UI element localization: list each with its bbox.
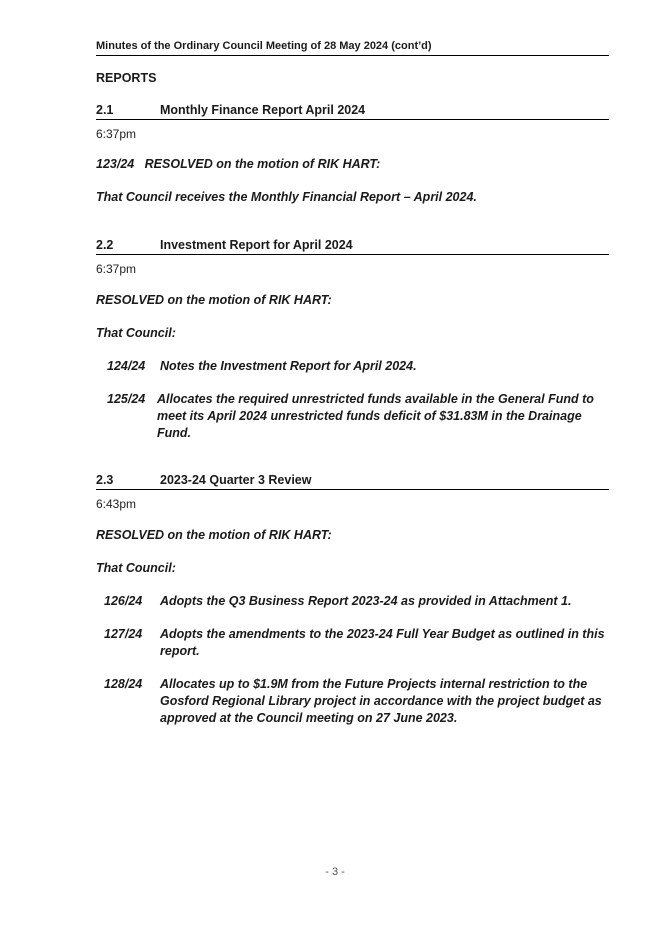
item-number: 128/24 [104, 677, 143, 691]
resolved-text: RESOLVED on the motion of RIK HART: [144, 157, 381, 171]
section-2-1-resolution [96, 156, 609, 173]
section-title: Investment Report for April 2024 [160, 238, 353, 252]
running-header: Minutes of the Ordinary Council Meeting of 28 May 2024 (cont’d) [96, 40, 609, 56]
item-number: 127/24 [104, 627, 143, 641]
section-2-2-heading [96, 238, 609, 255]
section-2-1-time: 6:37pm [96, 127, 137, 141]
resolution-item [104, 593, 609, 610]
item-number: 124/24 [107, 359, 146, 373]
section-2-2-resolved: RESOLVED on the motion of RIK HART: [96, 293, 332, 307]
item-number: 126/24 [104, 594, 143, 608]
resolution-item [107, 358, 609, 375]
section-2-1-heading [96, 103, 609, 120]
page-number: - 3 - [325, 866, 345, 878]
section-number: 2.1 [96, 103, 114, 117]
resolution-number: 123/24 [96, 157, 135, 171]
resolution-item [107, 391, 595, 442]
reports-heading: REPORTS [96, 71, 157, 85]
section-number: 2.2 [96, 238, 114, 252]
section-number: 2.3 [96, 473, 114, 487]
section-2-2-time: 6:37pm [96, 262, 137, 276]
section-title: Monthly Finance Report April 2024 [160, 103, 366, 117]
section-2-3-that-council: That Council: [96, 561, 176, 575]
item-text: Notes the Investment Report for April 2024. [160, 359, 417, 373]
section-2-3-heading [96, 473, 609, 490]
item-text: Allocates the required unrestricted funds available in the General Fund to meet its April 2024 unrestricted funds deficit of $31.83M in the Drainage Fund. [157, 392, 594, 440]
section-2-2-that-council: That Council: [96, 326, 176, 340]
resolution-item [104, 676, 609, 727]
section-title: 2023-24 Quarter 3 Review [160, 473, 312, 487]
item-text: Adopts the amendments to the 2023-24 Full Year Budget as outlined in this report. [160, 627, 605, 658]
item-text: Adopts the Q3 Business Report 2023-24 as provided in Attachment 1. [160, 594, 572, 608]
section-2-3-resolved: RESOLVED on the motion of RIK HART: [96, 528, 332, 542]
item-number: 125/24 [107, 392, 146, 406]
resolution-item [104, 626, 609, 660]
section-2-3-time: 6:43pm [96, 497, 137, 511]
section-2-1-body: That Council receives the Monthly Financial Report – April 2024. [96, 190, 477, 204]
item-text: Allocates up to $1.9M from the Future Projects internal restriction to the Gosford Regional Library project in accordance with the project budget as approved at the Council meeting on 27 June 2023. [160, 677, 602, 725]
